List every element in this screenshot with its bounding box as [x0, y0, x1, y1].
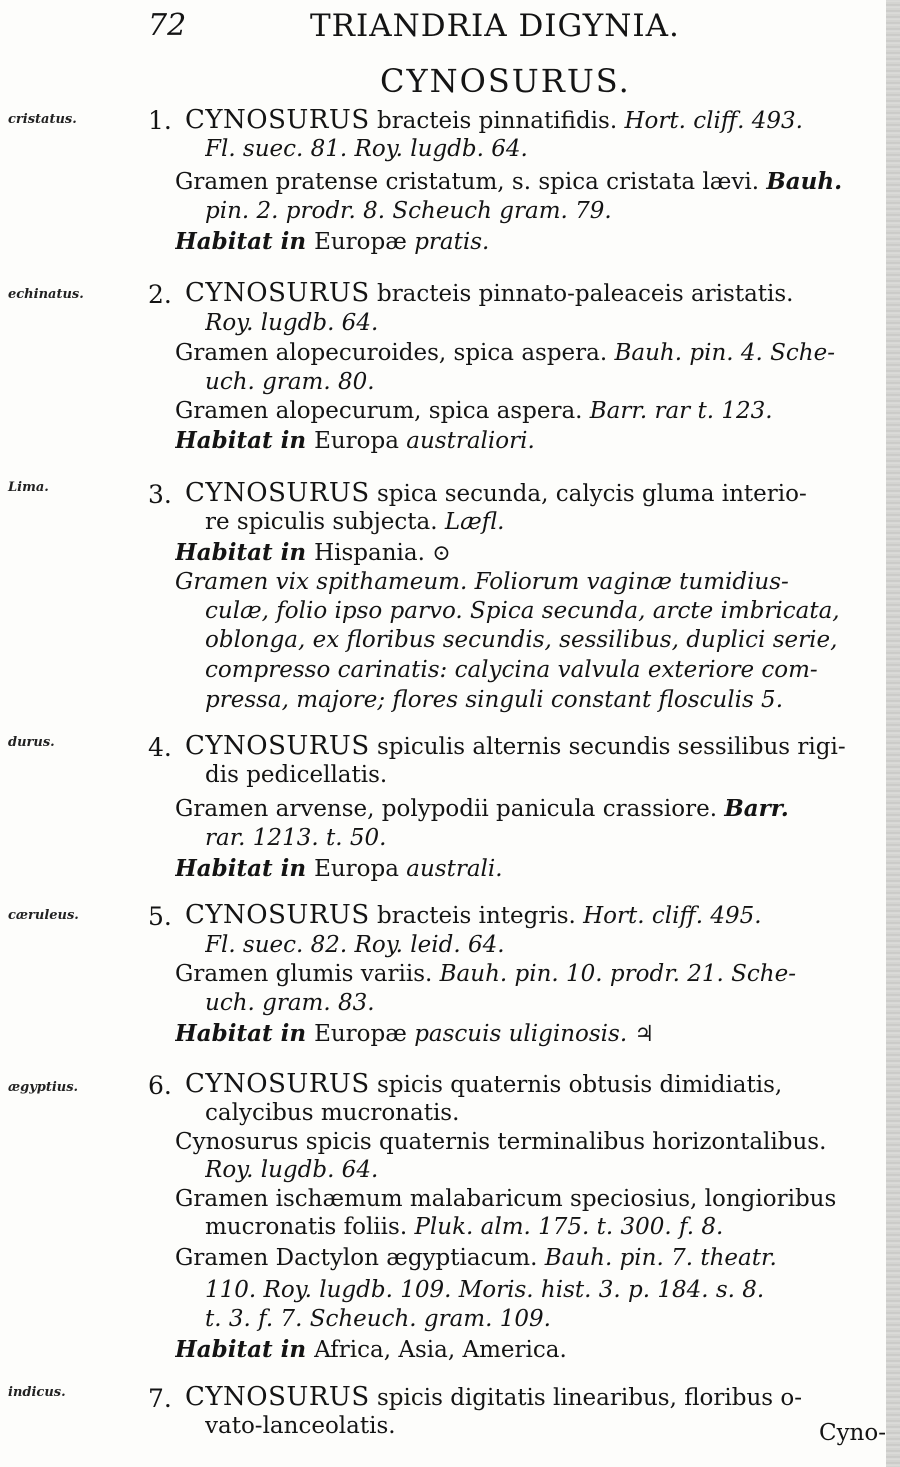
perennial-plant-icon: ♃: [634, 1022, 655, 1047]
entry-line: CYNOSURUS spica secunda, calycis gluma interio-: [185, 480, 807, 508]
catchword: Cyno-: [818, 1420, 886, 1446]
entry-line: Gramen ischæmum malabaricum speciosius, longioribus: [175, 1186, 837, 1212]
entry-number: 7.: [148, 1384, 172, 1413]
habitat-line: Habitat in Hispania. ⊙: [175, 539, 451, 566]
annual-plant-icon: ⊙: [432, 541, 451, 566]
habitat-line: Habitat in Europa australi.: [175, 855, 503, 882]
entry-number: 1.: [148, 106, 172, 135]
margin-species-name: ægyptius.: [8, 1080, 79, 1095]
habitat-line: Habitat in Europæ pascuis uliginosis. ♃: [175, 1020, 655, 1047]
entry-line: Roy. lugdb. 64.: [205, 1157, 379, 1183]
entry-line: re spiculis subjecta. Læfl.: [205, 509, 505, 535]
description-line: culæ, folio ipso parvo. Spica secunda, arcte imbricata,: [205, 598, 840, 624]
margin-species-name: cristatus.: [8, 112, 77, 127]
entry-line: Fl. suec. 82. Roy. leid. 64.: [205, 932, 505, 958]
scan-edge-shading: [886, 0, 900, 1467]
entry-line: Gramen alopecuroides, spica aspera. Bauh. pin. 4. Sche-: [175, 340, 835, 366]
running-head: [0, 8, 900, 48]
running-title: TRIANDRIA DIGYNIA.: [310, 8, 680, 44]
genus-title: CYNOSURUS.: [380, 62, 631, 100]
margin-species-name: indicus.: [8, 1385, 66, 1400]
entry-line: calycibus mucronatis.: [205, 1100, 460, 1126]
habitat-line: Habitat in Africa, Asia, America.: [175, 1336, 567, 1363]
entry-line: CYNOSURUS bracteis integris. Hort. cliff. 495.: [185, 902, 762, 930]
entry-number: 5.: [148, 902, 172, 931]
description-line: pressa, majore; flores singuli constant flosculis 5.: [205, 687, 783, 713]
habitat-line: Habitat in Europæ pratis.: [175, 228, 490, 255]
entry-line: Fl. suec. 81. Roy. lugdb. 64.: [205, 136, 528, 162]
entry-line: CYNOSURUS bracteis pinnato-paleaceis aristatis.: [185, 280, 794, 308]
entry-line: rar. 1213. t. 50.: [205, 825, 387, 851]
entry-line: uch. gram. 83.: [205, 990, 375, 1016]
entry-line: mucronatis foliis. Pluk. alm. 175. t. 300. f. 8.: [205, 1214, 724, 1240]
entry-line: CYNOSURUS spicis digitatis linearibus, floribus o-: [185, 1384, 802, 1412]
entry-number: 6.: [148, 1071, 172, 1100]
entry-number: 2.: [148, 280, 172, 309]
entry-line: Gramen alopecurum, spica aspera. Barr. rar t. 123.: [175, 398, 773, 424]
entry-line: vato-lanceolatis.: [205, 1413, 396, 1439]
margin-species-name: cæruleus.: [8, 908, 79, 923]
entry-number: 3.: [148, 480, 172, 509]
margin-species-name: durus.: [8, 735, 55, 750]
entry-line: pin. 2. prodr. 8. Scheuch gram. 79.: [205, 198, 612, 224]
habitat-line: Habitat in Europa australiori.: [175, 427, 535, 454]
margin-species-name: echinatus.: [8, 287, 84, 302]
entry-line: dis pedicellatis.: [205, 762, 388, 788]
margin-species-name: Lima.: [8, 480, 49, 495]
entry-line: CYNOSURUS spiculis alternis secundis sessilibus rigi-: [185, 733, 846, 761]
entry-line: Cynosurus spicis quaternis terminalibus horizontalibus.: [175, 1129, 827, 1155]
entry-line: CYNOSURUS bracteis pinnatifidis. Hort. cliff. 493.: [185, 107, 803, 135]
entry-line: Gramen Dactylon ægyptiacum. Bauh. pin. 7. theatr.: [175, 1245, 777, 1271]
page-number: 72: [148, 8, 187, 43]
entry-line: Gramen glumis variis. Bauh. pin. 10. prodr. 21. Sche-: [175, 961, 797, 987]
description-line: compresso carinatis: calycina valvula exteriore com-: [205, 657, 818, 683]
entry-line: t. 3. f. 7. Scheuch. gram. 109.: [205, 1306, 551, 1332]
entry-number: 4.: [148, 733, 172, 762]
entry-line: 110. Roy. lugdb. 109. Moris. hist. 3. p. 184. s. 8.: [205, 1277, 765, 1303]
description-line: Gramen vix spithameum. Foliorum vaginæ tumidius-: [175, 569, 789, 595]
description-line: oblonga, ex floribus secundis, sessilibus, duplici serie,: [205, 627, 838, 653]
entry-line: Gramen pratense cristatum, s. spica cristata lævi. Bauh.: [175, 168, 843, 195]
entry-line: CYNOSURUS spicis quaternis obtusis dimidiatis,: [185, 1071, 783, 1099]
entry-line: uch. gram. 80.: [205, 369, 375, 395]
entry-line: Gramen arvense, polypodii panicula crassiore. Barr.: [175, 795, 789, 822]
entry-line: Roy. lugdb. 64.: [205, 310, 379, 336]
